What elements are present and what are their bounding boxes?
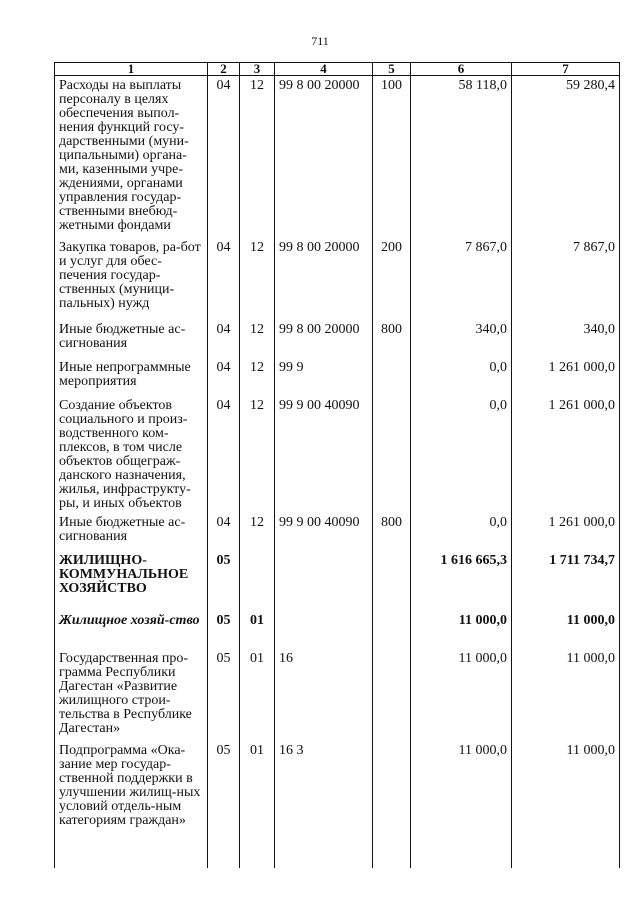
row-section: 04: [208, 320, 240, 358]
row-name: Подпрограмма «Ока-зание мер государ-ственной поддержки в улучшении жилищ-ных условий отдель-ным категориям граждан»: [55, 741, 208, 841]
empty-cell: [208, 841, 240, 868]
row-target-article: 16: [275, 649, 373, 741]
table-row: [55, 741, 620, 841]
row-section: 04: [208, 396, 240, 513]
row-section: 04: [208, 238, 240, 320]
row-amount-year-1: 11 000,0: [411, 649, 512, 741]
page-number: 711: [311, 34, 329, 48]
row-subsection: 12: [240, 358, 275, 396]
row-expense-type: 100: [373, 76, 411, 239]
row-section: 05: [208, 649, 240, 741]
table-row-trailing: [55, 841, 620, 868]
table-row: [55, 76, 620, 239]
table-row: [55, 358, 620, 396]
row-target-article: 16 3: [275, 741, 373, 841]
row-amount-year-1: 11 000,0: [411, 611, 512, 649]
budget-table: [54, 62, 620, 868]
row-section: 04: [208, 358, 240, 396]
row-amount-year-2: 1 261 000,0: [512, 513, 620, 551]
empty-cell: [240, 841, 275, 868]
row-target-article: 99 8 00 20000: [275, 76, 373, 239]
row-subsection: 12: [240, 238, 275, 320]
row-amount-year-1: 0,0: [411, 513, 512, 551]
table-row: [55, 320, 620, 358]
row-name: Иные непрограммные мероприятия: [55, 358, 208, 396]
header-col-7: 7: [512, 63, 620, 76]
row-expense-type: [373, 396, 411, 513]
row-section: 05: [208, 551, 240, 611]
row-amount-year-2: 11 000,0: [512, 649, 620, 741]
row-expense-type: 800: [373, 320, 411, 358]
header-row: [55, 63, 620, 76]
header-col-6: 6: [411, 63, 512, 76]
row-amount-year-1: 1 616 665,3: [411, 551, 512, 611]
row-expense-type: [373, 741, 411, 841]
header-col-1: 1: [55, 63, 208, 76]
row-expense-type: 200: [373, 238, 411, 320]
header-col-5: 5: [373, 63, 411, 76]
row-name: Расходы на выплаты персоналу в целях обеспечения выпол-нения функций госу-дарственными (муни-ципальными) органа-ми, казенными учре-ждениями, органами управления государ-ственными внебюд-жетными фондами: [55, 76, 208, 239]
row-target-article: 99 8 00 20000: [275, 320, 373, 358]
table-row: [55, 649, 620, 741]
row-target-article: 99 9 00 40090: [275, 396, 373, 513]
row-section: 04: [208, 513, 240, 551]
empty-cell: [55, 841, 208, 868]
header-col-2: 2: [208, 63, 240, 76]
row-amount-year-2: 11 000,0: [512, 741, 620, 841]
row-amount-year-2: 1 261 000,0: [512, 358, 620, 396]
row-target-article: 99 8 00 20000: [275, 238, 373, 320]
table-row: [55, 513, 620, 551]
row-expense-type: [373, 358, 411, 396]
row-name: Закупка товаров, ра-бот и услуг для обес-печения государ-ственных (муници-пальных) нужд: [55, 238, 208, 320]
row-subsection: 12: [240, 396, 275, 513]
row-name: ЖИЛИЩНО-КОММУНАЛЬНОЕ ХОЗЯЙСТВО: [55, 551, 208, 611]
row-subsection: 12: [240, 320, 275, 358]
row-expense-type: [373, 649, 411, 741]
row-section: 05: [208, 741, 240, 841]
table-row: [55, 551, 620, 611]
row-amount-year-2: 11 000,0: [512, 611, 620, 649]
header-col-4: 4: [275, 63, 373, 76]
empty-cell: [512, 841, 620, 868]
table-row: [55, 611, 620, 649]
row-subsection: 01: [240, 649, 275, 741]
row-name: Государственная про-грамма Республики Дагестан «Развитие жилищного строи-тельства в Республике Дагестан»: [55, 649, 208, 741]
row-amount-year-1: 0,0: [411, 396, 512, 513]
row-amount-year-1: 58 118,0: [411, 76, 512, 239]
row-target-article: [275, 611, 373, 649]
table-row: [55, 238, 620, 320]
row-amount-year-1: 11 000,0: [411, 741, 512, 841]
row-name: Иные бюджетные ас-сигнования: [55, 320, 208, 358]
row-subsection: 12: [240, 513, 275, 551]
row-target-article: 99 9 00 40090: [275, 513, 373, 551]
row-section: 05: [208, 611, 240, 649]
row-amount-year-2: 7 867,0: [512, 238, 620, 320]
row-subsection: 12: [240, 76, 275, 239]
row-amount-year-2: 59 280,4: [512, 76, 620, 239]
row-name: Создание объектов социального и произ-водственного ком-плексов, в том числе объектов общеграж-данского назначения, жилья, инфраструкту-ры, и иных объектов: [55, 396, 208, 513]
row-expense-type: [373, 551, 411, 611]
row-amount-year-2: 1 711 734,7: [512, 551, 620, 611]
header-col-3: 3: [240, 63, 275, 76]
row-amount-year-1: 340,0: [411, 320, 512, 358]
empty-cell: [373, 841, 411, 868]
row-name: Иные бюджетные ас-сигнования: [55, 513, 208, 551]
row-expense-type: [373, 611, 411, 649]
empty-cell: [275, 841, 373, 868]
row-target-article: 99 9: [275, 358, 373, 396]
row-expense-type: 800: [373, 513, 411, 551]
row-amount-year-1: 0,0: [411, 358, 512, 396]
row-subsection: [240, 551, 275, 611]
row-amount-year-2: 1 261 000,0: [512, 396, 620, 513]
row-amount-year-1: 7 867,0: [411, 238, 512, 320]
row-name: Жилищное хозяй-ство: [55, 611, 208, 649]
row-subsection: 01: [240, 611, 275, 649]
row-amount-year-2: 340,0: [512, 320, 620, 358]
row-section: 04: [208, 76, 240, 239]
table-row: [55, 396, 620, 513]
empty-cell: [411, 841, 512, 868]
row-subsection: 01: [240, 741, 275, 841]
row-target-article: [275, 551, 373, 611]
